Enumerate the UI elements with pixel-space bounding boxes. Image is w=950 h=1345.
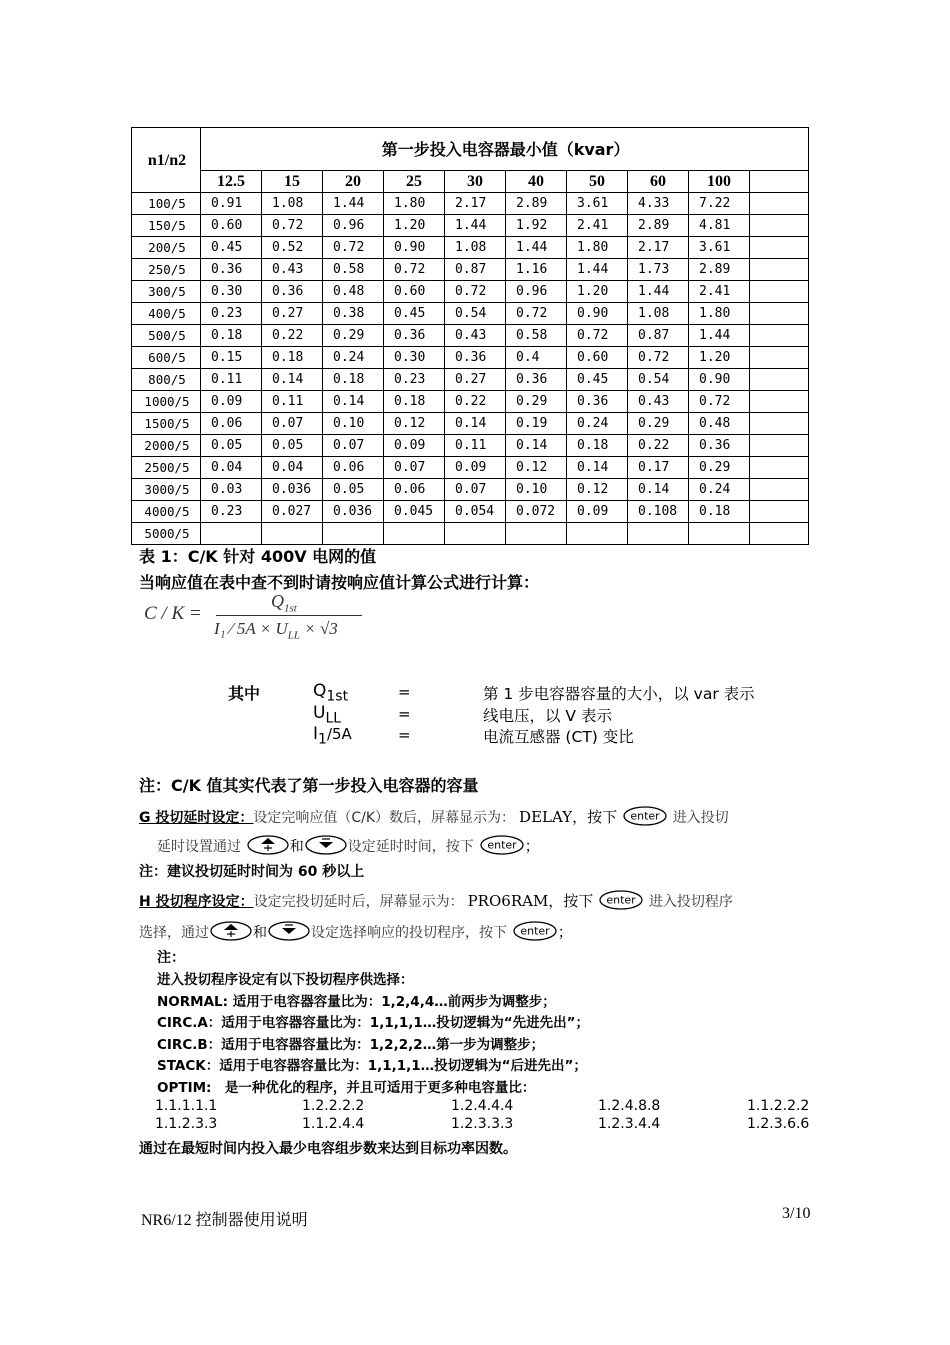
table-cell: 0.036: [323, 501, 384, 523]
formula-denominator: I₁ ∕ $5A \times U_{LL} \times √3$: [214, 619, 338, 642]
table-cell: 0.12: [384, 413, 445, 435]
table-cell: 0.43: [445, 325, 506, 347]
ratio-value: 1.2.4.4.4: [451, 1098, 514, 1114]
table-cell: 1.44: [323, 193, 384, 215]
table-cell: 4.33: [628, 193, 689, 215]
table-cell: 0.07: [323, 435, 384, 457]
program-option: CIRC.B：适用于电容器容量比为：1,2,2,2…第一步为调整步；: [157, 1036, 545, 1053]
table-cell: 0.58: [323, 259, 384, 281]
ratio-value: 1.2.2.2.2: [302, 1098, 365, 1114]
table-cell: 3.61: [567, 193, 628, 215]
row-label: 400/5: [132, 303, 201, 325]
ratio-value: 1.1.2.4.4: [302, 1116, 365, 1132]
table-cell: [750, 479, 809, 501]
table-cell: 0.72: [445, 281, 506, 303]
column-header: [750, 171, 809, 193]
table-row: [132, 413, 809, 435]
table-row: [132, 259, 809, 281]
table-cell: 1.44: [445, 215, 506, 237]
table-cell: 0.027: [262, 501, 323, 523]
table-cell: 0.58: [506, 325, 567, 347]
row-label: 250/5: [132, 259, 201, 281]
section-g-heading: G 投切延时设定：: [139, 810, 254, 826]
table-cell: 0.03: [201, 479, 262, 501]
table-cell: 0.60: [384, 281, 445, 303]
svg-text:enter: enter: [606, 893, 636, 907]
where-equals: =: [398, 705, 411, 723]
table-cell: 0.23: [201, 303, 262, 325]
column-header: 100: [689, 171, 750, 193]
row-label: 3000/5: [132, 479, 201, 501]
table-cell: 4.81: [689, 215, 750, 237]
table-cell: 0.36: [445, 347, 506, 369]
table-row: [132, 281, 809, 303]
table-row: [132, 303, 809, 325]
formula-lhs: C / K =: [144, 603, 202, 624]
table-cell: [750, 281, 809, 303]
section-g-note: 注：建议投切延时时间为 60 秒以上: [139, 864, 365, 880]
section-h-note-label: 注：: [157, 950, 185, 966]
table-cell: 0.36: [689, 435, 750, 457]
table-cell: 0.072: [506, 501, 567, 523]
table-cell: 0.14: [628, 479, 689, 501]
table-cell: [750, 457, 809, 479]
table-cell: 0.06: [384, 479, 445, 501]
row-label: 800/5: [132, 369, 201, 391]
table-cell: [750, 391, 809, 413]
table-row: [132, 501, 809, 523]
table-cell: 0.04: [201, 457, 262, 479]
table-row: [132, 523, 809, 545]
table-cell: 0.07: [384, 457, 445, 479]
ratio-value: 1.1.2.2.2: [747, 1098, 810, 1114]
table-cell: 0.18: [262, 347, 323, 369]
ratio-value: 1.2.4.8.8: [598, 1098, 661, 1114]
table-cell: 0.43: [628, 391, 689, 413]
table-cell: 0.72: [506, 303, 567, 325]
table-cell: 0.17: [628, 457, 689, 479]
table-cell: 0.18: [689, 501, 750, 523]
table-cell: 1.44: [628, 281, 689, 303]
table-cell: 0.36: [567, 391, 628, 413]
table-row: [132, 193, 809, 215]
table-cell: 0.90: [689, 369, 750, 391]
ck-note: 注：C/K 值其实代表了第一步投入电容器的容量: [139, 776, 479, 795]
table-cell: 2.41: [567, 215, 628, 237]
table-cell: 0.48: [689, 413, 750, 435]
table-row: [132, 369, 809, 391]
table-cell: 0.11: [262, 391, 323, 413]
table-cell: [750, 325, 809, 347]
table-cell: 0.30: [201, 281, 262, 303]
svg-text:enter: enter: [630, 809, 660, 823]
column-header: 60: [628, 171, 689, 193]
table-cell: 0.24: [323, 347, 384, 369]
column-header: 40: [506, 171, 567, 193]
closing-text: 通过在最短时间内投入最少电容组步数来达到目标功率因数。: [139, 1141, 517, 1157]
table-cell: 0.06: [201, 413, 262, 435]
column-header: 50: [567, 171, 628, 193]
table-cell: 0.72: [567, 325, 628, 347]
table-cell: 1.44: [506, 237, 567, 259]
table-cell: [567, 523, 628, 545]
where-equals: =: [398, 726, 411, 744]
table-cell: 0.45: [201, 237, 262, 259]
table-row: [132, 391, 809, 413]
table-cell: 0.22: [628, 435, 689, 457]
where-symbol: $Q_{1st}$: [313, 681, 349, 705]
table-cell: 0.54: [445, 303, 506, 325]
table-cell: 0.24: [689, 479, 750, 501]
column-header: 12.5: [201, 171, 262, 193]
program-option: 进入投切程序设定有以下投切程序供选择：: [157, 972, 414, 988]
table-row: [132, 325, 809, 347]
table-cell: 0.10: [506, 479, 567, 501]
table-cell: 0.29: [689, 457, 750, 479]
table-title: 第一步投入电容器最小值（kvar）: [201, 128, 809, 171]
table-cell: 0.27: [262, 303, 323, 325]
table-cell: [323, 523, 384, 545]
table-cell: 0.52: [262, 237, 323, 259]
table-row: [132, 237, 809, 259]
ratio-value: 1.2.3.3.3: [451, 1116, 514, 1132]
row-label: 2000/5: [132, 435, 201, 457]
program-option: CIRC.A：适用于电容器容量比为：1,1,1,1…投切逻辑为“先进先出”；: [157, 1015, 590, 1031]
table-cell: [750, 347, 809, 369]
table-cell: 0.72: [628, 347, 689, 369]
table-cell: 0.15: [201, 347, 262, 369]
up-arrow-key-icon: [246, 834, 290, 860]
svg-text:enter: enter: [486, 838, 517, 852]
table-cell: [750, 369, 809, 391]
up-arrow-key-icon: [209, 920, 253, 946]
table-cell: 0.60: [567, 347, 628, 369]
table-cell: 1.80: [384, 193, 445, 215]
table-cell: 0.36: [262, 281, 323, 303]
section-h-heading: H 投切程序设定：: [139, 894, 254, 910]
ck-formula: [144, 593, 384, 653]
table-cell: 0.18: [201, 325, 262, 347]
down-arrow-key-icon: [304, 834, 348, 860]
column-header: 25: [384, 171, 445, 193]
table-row: [132, 457, 809, 479]
where-description: 电流互感器 (CT) 变比: [483, 728, 634, 746]
ratio-value: 1.1.2.3.3: [155, 1116, 218, 1132]
table-cell: 1.80: [689, 303, 750, 325]
ratio-value: 1.1.1.1.1: [155, 1098, 218, 1114]
table-cell: 0.07: [262, 413, 323, 435]
table-cell: [750, 237, 809, 259]
table-cell: [506, 523, 567, 545]
table-caption: 表 1：C/K 针对 400V 电网的值: [139, 547, 377, 566]
table-cell: 2.17: [445, 193, 506, 215]
table-cell: 0.30: [384, 347, 445, 369]
where-symbol: $I_1/5A$: [313, 724, 352, 748]
table-cell: 7.22: [689, 193, 750, 215]
table-row: [132, 215, 809, 237]
ratio-value: 1.2.3.4.4: [598, 1116, 661, 1132]
table-cell: 0.10: [323, 413, 384, 435]
table-cell: 0.09: [445, 457, 506, 479]
table-cell: 3.61: [689, 237, 750, 259]
table-cell: 0.18: [323, 369, 384, 391]
table-cell: 1.44: [689, 325, 750, 347]
table-cell: 0.36: [506, 369, 567, 391]
table-cell: 0.4: [506, 347, 567, 369]
table-cell: [689, 523, 750, 545]
row-label: 100/5: [132, 193, 201, 215]
table-cell: 2.89: [689, 259, 750, 281]
where-description: 线电压，以 V 表示: [483, 707, 612, 725]
section-h-line1: H 投切程序设定：设定完投切延时后，屏幕显示为： PRO6RAM，按下 enter 进入投切程序: [139, 889, 733, 915]
column-header: 20: [323, 171, 384, 193]
table-cell: 0.14: [567, 457, 628, 479]
table-cell: [750, 259, 809, 281]
table-cell: 1.08: [262, 193, 323, 215]
table-cell: 1.44: [567, 259, 628, 281]
table-cell: 0.14: [262, 369, 323, 391]
table-cell: 0.22: [445, 391, 506, 413]
table-cell: 0.09: [201, 391, 262, 413]
table-cell: 0.05: [262, 435, 323, 457]
where-equals: =: [398, 683, 411, 701]
table-cell: 0.48: [323, 281, 384, 303]
table-cell: 0.19: [506, 413, 567, 435]
table-cell: 0.108: [628, 501, 689, 523]
program-option: STACK：适用于电容器容量比为：1,1,1,1…投切逻辑为“后进先出”；: [157, 1058, 587, 1074]
table-cell: 0.96: [506, 281, 567, 303]
table-cell: [750, 215, 809, 237]
svg-text:enter: enter: [520, 924, 550, 938]
table-cell: 1.20: [567, 281, 628, 303]
table-cell: 0.09: [567, 501, 628, 523]
row-label: 1500/5: [132, 413, 201, 435]
table-cell: [750, 523, 809, 545]
table-cell: 0.36: [201, 259, 262, 281]
table-cell: 0.36: [384, 325, 445, 347]
row-label: 2500/5: [132, 457, 201, 479]
table-cell: 0.72: [384, 259, 445, 281]
table-cell: 0.87: [628, 325, 689, 347]
table-cell: 0.09: [384, 435, 445, 457]
table-cell: 2.17: [628, 237, 689, 259]
table-cell: 0.91: [201, 193, 262, 215]
table-cell: 0.14: [323, 391, 384, 413]
table-cell: [262, 523, 323, 545]
table-cell: 1.92: [506, 215, 567, 237]
table-corner-label: n1/n2: [132, 128, 201, 193]
fraction-bar: [216, 615, 362, 616]
table-cell: 1.08: [628, 303, 689, 325]
table-cell: 0.60: [201, 215, 262, 237]
table-cell: 0.05: [323, 479, 384, 501]
column-header: 15: [262, 171, 323, 193]
table-cell: 0.07: [445, 479, 506, 501]
row-label: 4000/5: [132, 501, 201, 523]
table-cell: 0.90: [384, 237, 445, 259]
table-cell: 0.05: [201, 435, 262, 457]
table-cell: 0.12: [506, 457, 567, 479]
table-cell: [750, 303, 809, 325]
table-cell: 0.43: [262, 259, 323, 281]
table-cell: 0.45: [384, 303, 445, 325]
table-row: [132, 479, 809, 501]
enter-key-icon: [598, 889, 644, 915]
table-cell: 0.96: [323, 215, 384, 237]
table-cell: [628, 523, 689, 545]
down-arrow-key-icon: [267, 920, 311, 946]
section-h-line2: 选择，通过 和 设定选择响应的投切程序，按下 enter ；: [139, 920, 573, 946]
table-cell: 0.11: [201, 369, 262, 391]
row-label: 300/5: [132, 281, 201, 303]
enter-key-icon: [512, 920, 558, 946]
table-cell: 0.54: [628, 369, 689, 391]
enter-key-icon: [622, 805, 668, 831]
table-cell: 0.14: [445, 413, 506, 435]
table-cell: 0.054: [445, 501, 506, 523]
row-label: 150/5: [132, 215, 201, 237]
table-cell: 0.90: [567, 303, 628, 325]
table-cell: 0.45: [567, 369, 628, 391]
table-cell: 0.38: [323, 303, 384, 325]
table-cell: 0.72: [323, 237, 384, 259]
table-cell: 0.14: [506, 435, 567, 457]
table-cell: 1.20: [384, 215, 445, 237]
table-cell: 0.27: [445, 369, 506, 391]
table-cell: 0.29: [506, 391, 567, 413]
column-header: 30: [445, 171, 506, 193]
row-label: 600/5: [132, 347, 201, 369]
table-cell: 0.11: [445, 435, 506, 457]
row-label: 500/5: [132, 325, 201, 347]
table-cell: [445, 523, 506, 545]
table-cell: [750, 435, 809, 457]
table-cell: 1.80: [567, 237, 628, 259]
table-cell: 0.04: [262, 457, 323, 479]
table-cell: 0.87: [445, 259, 506, 281]
table-cell: 0.29: [628, 413, 689, 435]
program-option: OPTIM: 是一种优化的程序，并且可适用于更多种电容量比：: [157, 1079, 536, 1096]
table-cell: 1.16: [506, 259, 567, 281]
table-cell: 0.22: [262, 325, 323, 347]
where-description: 第 1 步电容器容量的大小，以 var 表示: [483, 685, 755, 703]
row-label: 200/5: [132, 237, 201, 259]
ck-value-table: [131, 127, 809, 545]
table-cell: 0.72: [689, 391, 750, 413]
table-cell: 0.24: [567, 413, 628, 435]
section-g-line1: G 投切延时设定：设定完响应值（C/K）数后，屏幕显示为： DELAY，按下 enter 进入投切: [139, 805, 729, 831]
row-label: 5000/5: [132, 523, 201, 545]
table-cell: 1.20: [689, 347, 750, 369]
enter-key-icon: [479, 834, 525, 860]
where-label: 其中: [228, 684, 261, 703]
table-row: [132, 347, 809, 369]
table-cell: 0.18: [567, 435, 628, 457]
row-label: 1000/5: [132, 391, 201, 413]
table-cell: 0.18: [384, 391, 445, 413]
table-cell: [201, 523, 262, 545]
formula-intro: 当响应值在表中查不到时请按响应值计算公式进行计算：: [139, 573, 540, 592]
table-cell: 0.06: [323, 457, 384, 479]
table-cell: 0.23: [384, 369, 445, 391]
footer-title: NR6/12 控制器使用说明: [141, 1212, 308, 1229]
table-cell: 0.045: [384, 501, 445, 523]
table-row: [132, 435, 809, 457]
table-cell: 1.73: [628, 259, 689, 281]
where-symbol: $U_{LL}$: [313, 703, 342, 727]
table-cell: [750, 501, 809, 523]
ratio-value: 1.2.3.6.6: [747, 1116, 810, 1132]
table-cell: [750, 413, 809, 435]
table-cell: [384, 523, 445, 545]
table-cell: [750, 193, 809, 215]
section-g-line2: 延时设置通过 和 设定延时时间，按下 enter ；: [157, 834, 540, 860]
table-cell: 2.41: [689, 281, 750, 303]
table-cell: 0.29: [323, 325, 384, 347]
table-cell: 2.89: [506, 193, 567, 215]
formula-numerator: $Q_{1st}$: [271, 591, 297, 615]
table-cell: 1.08: [445, 237, 506, 259]
page-number: 3/10: [782, 1205, 811, 1222]
program-option: NORMAL: 适用于电容器容量比为：1,2,4,4…前两步为调整步；: [157, 993, 556, 1010]
table-cell: 0.12: [567, 479, 628, 501]
table-cell: 2.89: [628, 215, 689, 237]
table-cell: 0.036: [262, 479, 323, 501]
table-cell: 0.23: [201, 501, 262, 523]
table-cell: 0.72: [262, 215, 323, 237]
